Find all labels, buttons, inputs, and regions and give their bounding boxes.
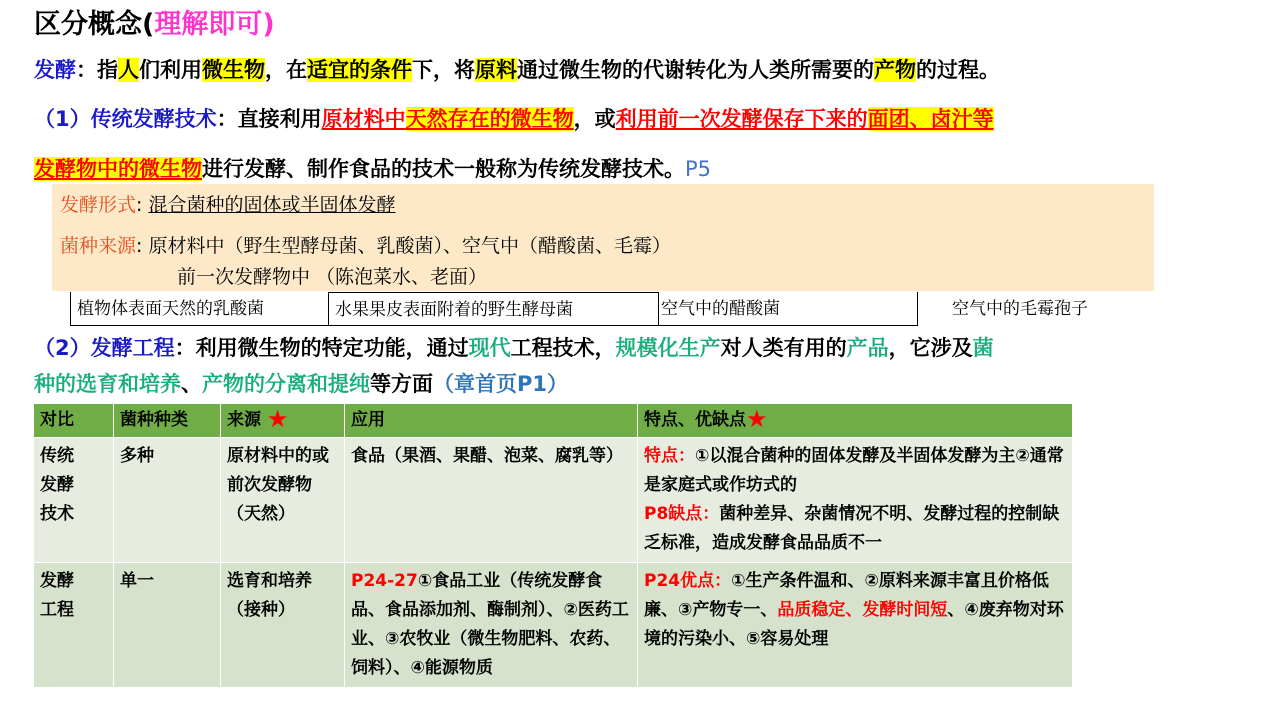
engineering-teal: 规模化生产 xyxy=(615,336,721,360)
traditional-red-highlight: 面团、卤汁等 xyxy=(867,107,994,131)
header-cell: 对比 xyxy=(34,404,114,438)
table-row xyxy=(34,563,1073,688)
form-sep: : xyxy=(136,194,149,216)
row-use: 食品（果酒、果醋、泡菜、腐乳等） xyxy=(345,438,638,563)
table-header-row xyxy=(34,404,1073,438)
page-ref: （章首页P1） xyxy=(433,372,569,396)
row-kind: 单一 xyxy=(114,563,221,688)
engineering-line-1 xyxy=(34,332,994,362)
con-text: 菌种差异、杂菌情况不明、发酵过程的控制缺乏标准，造成发酵食品品质不一 xyxy=(644,504,1060,553)
definition-text: 的过程。 xyxy=(916,58,1000,82)
traditional-red-text: 原材料中 xyxy=(321,107,406,131)
title-text: 区分概念( xyxy=(34,9,155,40)
form-row xyxy=(60,190,395,217)
pro-label: P24优点： xyxy=(644,571,732,591)
fermentation-info-box xyxy=(52,184,1154,291)
engineering-teal: 菌 xyxy=(972,336,994,360)
highlight-raw-material: 原料 xyxy=(475,58,517,82)
row-features xyxy=(638,438,1073,563)
traditional-text: 进行发酵、制作食品的技术一般称为传统发酵技术。 xyxy=(202,157,685,181)
highlight-microbe: 微生物 xyxy=(202,58,265,82)
form-value: 混合菌种的固体或半固体发酵 xyxy=(148,194,396,216)
traditional-line-1 xyxy=(34,103,994,133)
engineering-text: 对人类有用的 xyxy=(720,336,847,360)
definition-text: 下，将 xyxy=(412,58,475,82)
title-close: ) xyxy=(262,9,275,40)
header-cell: 应用 xyxy=(345,404,638,438)
pro-text: ①生产条件温和、②原料来源丰富且价格低廉、③产物专一、 xyxy=(644,571,1049,620)
source-cell: 水果果皮表面附着的野生酵母菌 xyxy=(328,292,659,326)
star-icon: ★ xyxy=(746,405,768,433)
engineering-line-2 xyxy=(34,368,568,398)
engineering-teal: 产物的分离和提纯 xyxy=(202,372,370,396)
source-cell: 空气中的醋酸菌 xyxy=(659,292,917,326)
engineering-teal: 种的选育和培养 xyxy=(34,372,181,396)
row-source: 原材料中的或前次发酵物（天然） xyxy=(221,438,345,563)
highlight-product: 产物 xyxy=(874,58,916,82)
page-title xyxy=(34,2,275,41)
comparison-table xyxy=(33,403,1073,688)
table-row xyxy=(34,438,1073,563)
engineering-text: 工程技术， xyxy=(510,336,616,360)
source-value-1: 原材料中（野生型酵母菌、乳酸菌）、空气中（醋酸菌、毛霉） xyxy=(148,235,671,257)
definition-text: 指 xyxy=(97,58,118,82)
definition-text: ，在 xyxy=(265,58,307,82)
engineering-teal: 现代 xyxy=(468,336,511,360)
engineering-label: （2）发酵工程 xyxy=(34,336,175,360)
pro-text: 、④废弃物对环境的污染小、⑤容易处理 xyxy=(644,600,1064,649)
source-label: 菌种来源 xyxy=(60,235,137,257)
traditional-line-2 xyxy=(34,153,711,183)
traditional-red-text: 利用前一次发酵保存下来的 xyxy=(615,107,868,131)
engineering-teal: 产品 xyxy=(846,336,889,360)
header-text: 来源 xyxy=(227,410,261,430)
engineering-text: 等方面 xyxy=(370,372,433,396)
header-cell: 菌种种类 xyxy=(114,404,221,438)
row-name: 发酵工程 xyxy=(34,563,114,688)
traditional-sep: ： xyxy=(216,107,238,131)
source-row xyxy=(60,231,671,258)
source-cell: 空气中的毛霉孢子 xyxy=(917,292,1154,326)
traditional-red-highlight: 天然存在的微生物 xyxy=(405,107,574,131)
pro-red-text: 品质稳定、发酵时间短 xyxy=(777,600,948,620)
definition-term: 发酵 xyxy=(34,58,76,82)
header-cell xyxy=(221,404,345,438)
row-use xyxy=(345,563,638,688)
highlight-ren: 人 xyxy=(118,58,139,82)
microbe-source-bar xyxy=(70,292,1154,326)
definition-sep: ： xyxy=(76,58,97,82)
definition-line xyxy=(34,54,1000,84)
row-features xyxy=(638,563,1073,688)
feature-text: ①以混合菌种的固体发酵及半固体发酵为主②通常是家庭式或作坊式的 xyxy=(644,446,1064,495)
definition-text: 们利用 xyxy=(139,58,202,82)
row-name: 传统发酵技术 xyxy=(34,438,114,563)
row-kind: 多种 xyxy=(114,438,221,563)
traditional-red-highlight: 发酵物中的微生物 xyxy=(34,157,202,181)
engineering-text: ，它涉及 xyxy=(888,336,973,360)
definition-text: 通过微生物的代谢转化为人类所需要的 xyxy=(517,58,874,82)
form-label: 发酵形式 xyxy=(60,194,137,216)
star-icon: ★ xyxy=(266,405,289,433)
traditional-text: 直接利用 xyxy=(237,107,322,131)
traditional-text: ，或 xyxy=(573,107,616,131)
title-note: 理解即可 xyxy=(154,9,263,40)
traditional-label: （1）传统发酵技术 xyxy=(34,107,217,131)
source-cell: 植物体表面天然的乳酸菌 xyxy=(70,292,328,326)
row-source: 选育和培养（接种） xyxy=(221,563,345,688)
header-cell xyxy=(638,404,1073,438)
source-sep: : xyxy=(136,235,149,257)
use-page-ref: P24-27 xyxy=(351,571,418,591)
con-label: P8缺点： xyxy=(644,504,720,524)
engineering-text: 、 xyxy=(181,372,202,396)
source-row-2 xyxy=(177,262,487,289)
engineering-sep: ： xyxy=(174,336,196,360)
engineering-text: 利用微生物的特定功能，通过 xyxy=(195,336,469,360)
source-value-2: 前一次发酵物中 （陈泡菜水、老面） xyxy=(177,266,488,288)
header-text: 特点、优缺点 xyxy=(644,410,746,430)
feature-label: 特点： xyxy=(644,446,695,466)
page-ref: P5 xyxy=(685,157,712,181)
highlight-condition: 适宜的条件 xyxy=(307,58,412,82)
use-text: ①食品工业（传统发酵食品、食品添加剂、酶制剂）、②医药工业、③农牧业（微生物肥料、农药、饲料）、④能源物质 xyxy=(351,571,629,678)
